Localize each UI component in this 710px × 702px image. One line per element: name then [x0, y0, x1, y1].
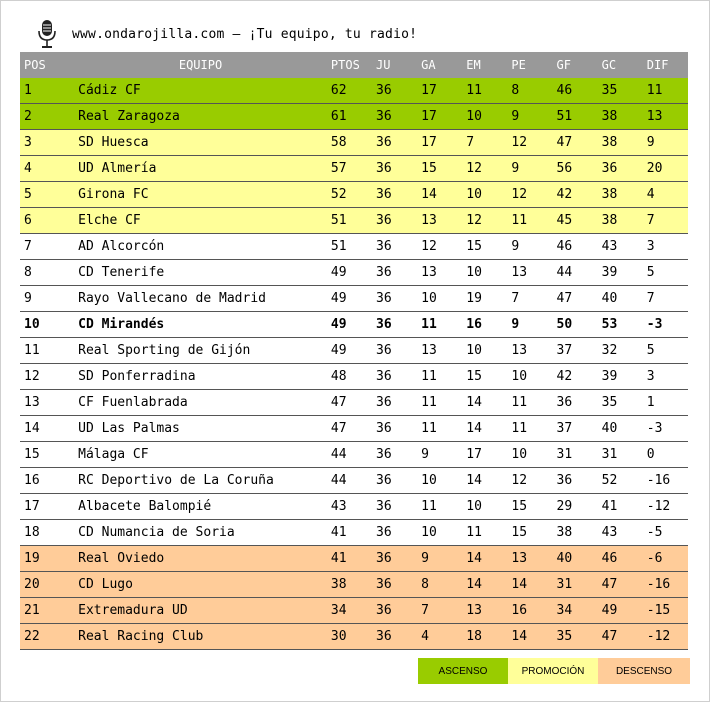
- cell-dif: -12: [643, 494, 688, 520]
- cell-gc: 47: [598, 624, 643, 650]
- cell-ju: 36: [372, 208, 417, 234]
- cell-em: 14: [462, 546, 507, 572]
- col-header-ptos: PTOS: [327, 52, 372, 78]
- cell-dif: 0: [643, 442, 688, 468]
- cell-gc: 32: [598, 338, 643, 364]
- cell-pos: 22: [20, 624, 70, 650]
- cell-dif: -5: [643, 520, 688, 546]
- cell-ptos: 47: [327, 390, 372, 416]
- cell-pe: 8: [507, 78, 552, 104]
- cell-ptos: 43: [327, 494, 372, 520]
- cell-ju: 36: [372, 598, 417, 624]
- cell-ga: 11: [417, 416, 462, 442]
- cell-gc: 40: [598, 416, 643, 442]
- table-row: [20, 442, 688, 468]
- cell-ga: 8: [417, 572, 462, 598]
- cell-team: AD Alcorcón: [70, 234, 327, 260]
- cell-pe: 16: [507, 598, 552, 624]
- cell-gf: 34: [553, 598, 598, 624]
- cell-ga: 13: [417, 208, 462, 234]
- cell-ga: 4: [417, 624, 462, 650]
- col-header-dif: DIF: [643, 52, 688, 78]
- cell-em: 18: [462, 624, 507, 650]
- cell-pos: 15: [20, 442, 70, 468]
- cell-team: Real Sporting de Gijón: [70, 338, 327, 364]
- cell-gf: 56: [553, 156, 598, 182]
- cell-ju: 36: [372, 572, 417, 598]
- cell-em: 11: [462, 520, 507, 546]
- cell-pos: 14: [20, 416, 70, 442]
- cell-ga: 11: [417, 364, 462, 390]
- cell-team: Cádiz CF: [70, 78, 327, 104]
- cell-pe: 10: [507, 442, 552, 468]
- cell-ju: 36: [372, 130, 417, 156]
- cell-gf: 31: [553, 572, 598, 598]
- cell-em: 11: [462, 78, 507, 104]
- table-row: [20, 130, 688, 156]
- cell-em: 10: [462, 104, 507, 130]
- cell-pos: 2: [20, 104, 70, 130]
- cell-gc: 49: [598, 598, 643, 624]
- cell-ga: 9: [417, 546, 462, 572]
- cell-team: Extremadura UD: [70, 598, 327, 624]
- table-row: [20, 208, 688, 234]
- cell-ptos: 49: [327, 312, 372, 338]
- cell-pos: 18: [20, 520, 70, 546]
- cell-pe: 15: [507, 494, 552, 520]
- site-header: [36, 18, 417, 50]
- cell-team: CD Numancia de Soria: [70, 520, 327, 546]
- cell-gf: 50: [553, 312, 598, 338]
- table-row: [20, 260, 688, 286]
- cell-ga: 10: [417, 468, 462, 494]
- cell-pe: 9: [507, 312, 552, 338]
- cell-ga: 10: [417, 286, 462, 312]
- legend-ascenso: ASCENSO: [418, 658, 508, 684]
- cell-pe: 9: [507, 156, 552, 182]
- cell-gc: 38: [598, 104, 643, 130]
- cell-ptos: 47: [327, 416, 372, 442]
- cell-gf: 44: [553, 260, 598, 286]
- cell-dif: -16: [643, 572, 688, 598]
- table-row: [20, 390, 688, 416]
- cell-pos: 10: [20, 312, 70, 338]
- table-row: [20, 572, 688, 598]
- table-row: [20, 364, 688, 390]
- cell-em: 19: [462, 286, 507, 312]
- cell-ju: 36: [372, 416, 417, 442]
- cell-em: 15: [462, 234, 507, 260]
- table-row: [20, 546, 688, 572]
- cell-pos: 19: [20, 546, 70, 572]
- cell-gf: 37: [553, 416, 598, 442]
- cell-ptos: 30: [327, 624, 372, 650]
- cell-pe: 13: [507, 260, 552, 286]
- cell-dif: 7: [643, 208, 688, 234]
- cell-gc: 35: [598, 78, 643, 104]
- cell-ptos: 49: [327, 286, 372, 312]
- cell-ju: 36: [372, 156, 417, 182]
- cell-dif: -3: [643, 416, 688, 442]
- cell-dif: 20: [643, 156, 688, 182]
- cell-gc: 43: [598, 520, 643, 546]
- cell-ga: 14: [417, 182, 462, 208]
- cell-ptos: 41: [327, 520, 372, 546]
- cell-ga: 17: [417, 130, 462, 156]
- cell-em: 16: [462, 312, 507, 338]
- cell-ptos: 57: [327, 156, 372, 182]
- cell-ju: 36: [372, 442, 417, 468]
- cell-pe: 13: [507, 338, 552, 364]
- cell-ptos: 38: [327, 572, 372, 598]
- cell-pos: 21: [20, 598, 70, 624]
- cell-pe: 9: [507, 234, 552, 260]
- cell-em: 10: [462, 494, 507, 520]
- col-header-gc: GC: [598, 52, 643, 78]
- col-header-pe: PE: [507, 52, 552, 78]
- table-row: [20, 286, 688, 312]
- cell-pos: 1: [20, 78, 70, 104]
- cell-ju: 36: [372, 494, 417, 520]
- cell-em: 7: [462, 130, 507, 156]
- cell-pos: 11: [20, 338, 70, 364]
- cell-gc: 47: [598, 572, 643, 598]
- cell-dif: 1: [643, 390, 688, 416]
- cell-team: Rayo Vallecano de Madrid: [70, 286, 327, 312]
- cell-pos: 6: [20, 208, 70, 234]
- cell-ptos: 62: [327, 78, 372, 104]
- cell-ju: 36: [372, 286, 417, 312]
- cell-pos: 9: [20, 286, 70, 312]
- cell-team: CD Tenerife: [70, 260, 327, 286]
- cell-ptos: 49: [327, 338, 372, 364]
- cell-ga: 11: [417, 494, 462, 520]
- standings-body: [20, 78, 688, 650]
- cell-gf: 37: [553, 338, 598, 364]
- cell-team: Real Oviedo: [70, 546, 327, 572]
- cell-gc: 38: [598, 208, 643, 234]
- cell-dif: 13: [643, 104, 688, 130]
- cell-em: 17: [462, 442, 507, 468]
- cell-team: Girona FC: [70, 182, 327, 208]
- cell-ga: 11: [417, 390, 462, 416]
- cell-ptos: 48: [327, 364, 372, 390]
- table-row: [20, 104, 688, 130]
- cell-gf: 42: [553, 364, 598, 390]
- table-row: [20, 624, 688, 650]
- cell-team: CD Mirandés: [70, 312, 327, 338]
- cell-dif: 9: [643, 130, 688, 156]
- cell-gf: 42: [553, 182, 598, 208]
- cell-dif: 11: [643, 78, 688, 104]
- col-header-ga: GA: [417, 52, 462, 78]
- cell-ga: 12: [417, 234, 462, 260]
- site-tagline: www.ondarojilla.com – ¡Tu equipo, tu radio!: [72, 26, 418, 42]
- cell-dif: -16: [643, 468, 688, 494]
- cell-ju: 36: [372, 390, 417, 416]
- cell-pe: 11: [507, 390, 552, 416]
- cell-pe: 7: [507, 286, 552, 312]
- cell-ga: 9: [417, 442, 462, 468]
- cell-em: 14: [462, 468, 507, 494]
- cell-pos: 3: [20, 130, 70, 156]
- cell-pe: 13: [507, 546, 552, 572]
- cell-gf: 46: [553, 78, 598, 104]
- cell-ga: 17: [417, 104, 462, 130]
- cell-ptos: 41: [327, 546, 372, 572]
- col-header-gf: GF: [553, 52, 598, 78]
- cell-gf: 47: [553, 130, 598, 156]
- legend-promocion: PROMOCIÓN: [508, 658, 598, 684]
- cell-gc: 31: [598, 442, 643, 468]
- cell-gf: 31: [553, 442, 598, 468]
- cell-ga: 15: [417, 156, 462, 182]
- cell-pe: 11: [507, 416, 552, 442]
- cell-pe: 14: [507, 624, 552, 650]
- cell-pos: 4: [20, 156, 70, 182]
- cell-ga: 10: [417, 520, 462, 546]
- legend: [418, 658, 690, 684]
- cell-pe: 14: [507, 572, 552, 598]
- cell-team: Real Zaragoza: [70, 104, 327, 130]
- cell-gf: 35: [553, 624, 598, 650]
- standings-table: [20, 52, 688, 650]
- cell-dif: 7: [643, 286, 688, 312]
- cell-gc: 40: [598, 286, 643, 312]
- cell-team: CF Fuenlabrada: [70, 390, 327, 416]
- cell-dif: -3: [643, 312, 688, 338]
- cell-gc: 38: [598, 130, 643, 156]
- cell-ju: 36: [372, 520, 417, 546]
- cell-em: 13: [462, 598, 507, 624]
- table-row: [20, 312, 688, 338]
- cell-em: 14: [462, 416, 507, 442]
- cell-dif: 3: [643, 234, 688, 260]
- cell-team: Málaga CF: [70, 442, 327, 468]
- cell-gc: 39: [598, 260, 643, 286]
- cell-ju: 36: [372, 312, 417, 338]
- cell-pe: 15: [507, 520, 552, 546]
- cell-gc: 39: [598, 364, 643, 390]
- cell-ptos: 49: [327, 260, 372, 286]
- cell-team: CD Lugo: [70, 572, 327, 598]
- cell-gc: 46: [598, 546, 643, 572]
- table-row: [20, 156, 688, 182]
- cell-gf: 51: [553, 104, 598, 130]
- cell-em: 10: [462, 338, 507, 364]
- cell-pos: 5: [20, 182, 70, 208]
- cell-pe: 12: [507, 468, 552, 494]
- cell-ptos: 58: [327, 130, 372, 156]
- cell-em: 15: [462, 364, 507, 390]
- cell-team: Elche CF: [70, 208, 327, 234]
- cell-gc: 53: [598, 312, 643, 338]
- cell-dif: 5: [643, 260, 688, 286]
- cell-pos: 13: [20, 390, 70, 416]
- cell-pos: 12: [20, 364, 70, 390]
- cell-dif: 4: [643, 182, 688, 208]
- cell-pos: 16: [20, 468, 70, 494]
- table-row: [20, 598, 688, 624]
- microphone-icon: [36, 19, 58, 49]
- cell-ptos: 61: [327, 104, 372, 130]
- cell-pos: 17: [20, 494, 70, 520]
- cell-team: RC Deportivo de La Coruña: [70, 468, 327, 494]
- table-row: [20, 182, 688, 208]
- cell-gc: 52: [598, 468, 643, 494]
- cell-em: 12: [462, 208, 507, 234]
- cell-team: Albacete Balompié: [70, 494, 327, 520]
- cell-ju: 36: [372, 234, 417, 260]
- cell-ju: 36: [372, 468, 417, 494]
- cell-pe: 12: [507, 130, 552, 156]
- cell-ga: 11: [417, 312, 462, 338]
- cell-ga: 7: [417, 598, 462, 624]
- cell-dif: -6: [643, 546, 688, 572]
- cell-ju: 36: [372, 78, 417, 104]
- cell-pe: 11: [507, 208, 552, 234]
- table-row: [20, 78, 688, 104]
- cell-dif: -12: [643, 624, 688, 650]
- cell-em: 14: [462, 572, 507, 598]
- cell-ptos: 52: [327, 182, 372, 208]
- cell-ju: 36: [372, 364, 417, 390]
- table-row: [20, 468, 688, 494]
- table-header-row: [20, 52, 688, 78]
- cell-ga: 17: [417, 78, 462, 104]
- cell-gf: 36: [553, 468, 598, 494]
- cell-dif: 5: [643, 338, 688, 364]
- cell-em: 10: [462, 260, 507, 286]
- cell-em: 10: [462, 182, 507, 208]
- cell-gc: 43: [598, 234, 643, 260]
- cell-ptos: 44: [327, 468, 372, 494]
- cell-gc: 35: [598, 390, 643, 416]
- cell-ptos: 44: [327, 442, 372, 468]
- table-row: [20, 416, 688, 442]
- cell-ju: 36: [372, 104, 417, 130]
- cell-em: 12: [462, 156, 507, 182]
- cell-gc: 36: [598, 156, 643, 182]
- cell-ju: 36: [372, 546, 417, 572]
- cell-pe: 12: [507, 182, 552, 208]
- cell-ga: 13: [417, 260, 462, 286]
- cell-pos: 7: [20, 234, 70, 260]
- cell-gf: 45: [553, 208, 598, 234]
- cell-dif: -15: [643, 598, 688, 624]
- cell-gf: 47: [553, 286, 598, 312]
- cell-ju: 36: [372, 182, 417, 208]
- cell-gf: 46: [553, 234, 598, 260]
- col-header-ju: JU: [372, 52, 417, 78]
- cell-ptos: 34: [327, 598, 372, 624]
- cell-team: UD Almería: [70, 156, 327, 182]
- cell-ju: 36: [372, 260, 417, 286]
- cell-ju: 36: [372, 624, 417, 650]
- table-row: [20, 494, 688, 520]
- cell-pos: 8: [20, 260, 70, 286]
- table-row: [20, 338, 688, 364]
- cell-gf: 29: [553, 494, 598, 520]
- table-row: [20, 234, 688, 260]
- legend-descenso: DESCENSO: [598, 658, 690, 684]
- cell-ju: 36: [372, 338, 417, 364]
- cell-team: SD Huesca: [70, 130, 327, 156]
- cell-team: Real Racing Club: [70, 624, 327, 650]
- cell-gf: 40: [553, 546, 598, 572]
- cell-team: UD Las Palmas: [70, 416, 327, 442]
- cell-gc: 41: [598, 494, 643, 520]
- cell-ptos: 51: [327, 208, 372, 234]
- col-header-pos: POS: [20, 52, 70, 78]
- cell-gc: 38: [598, 182, 643, 208]
- cell-pos: 20: [20, 572, 70, 598]
- col-header-em: EM: [462, 52, 507, 78]
- col-header-equipo: EQUIPO: [70, 52, 327, 78]
- cell-em: 14: [462, 390, 507, 416]
- cell-dif: 3: [643, 364, 688, 390]
- cell-pe: 10: [507, 364, 552, 390]
- cell-gf: 36: [553, 390, 598, 416]
- cell-ga: 13: [417, 338, 462, 364]
- cell-gf: 38: [553, 520, 598, 546]
- cell-ptos: 51: [327, 234, 372, 260]
- cell-pe: 9: [507, 104, 552, 130]
- table-row: [20, 520, 688, 546]
- cell-team: SD Ponferradina: [70, 364, 327, 390]
